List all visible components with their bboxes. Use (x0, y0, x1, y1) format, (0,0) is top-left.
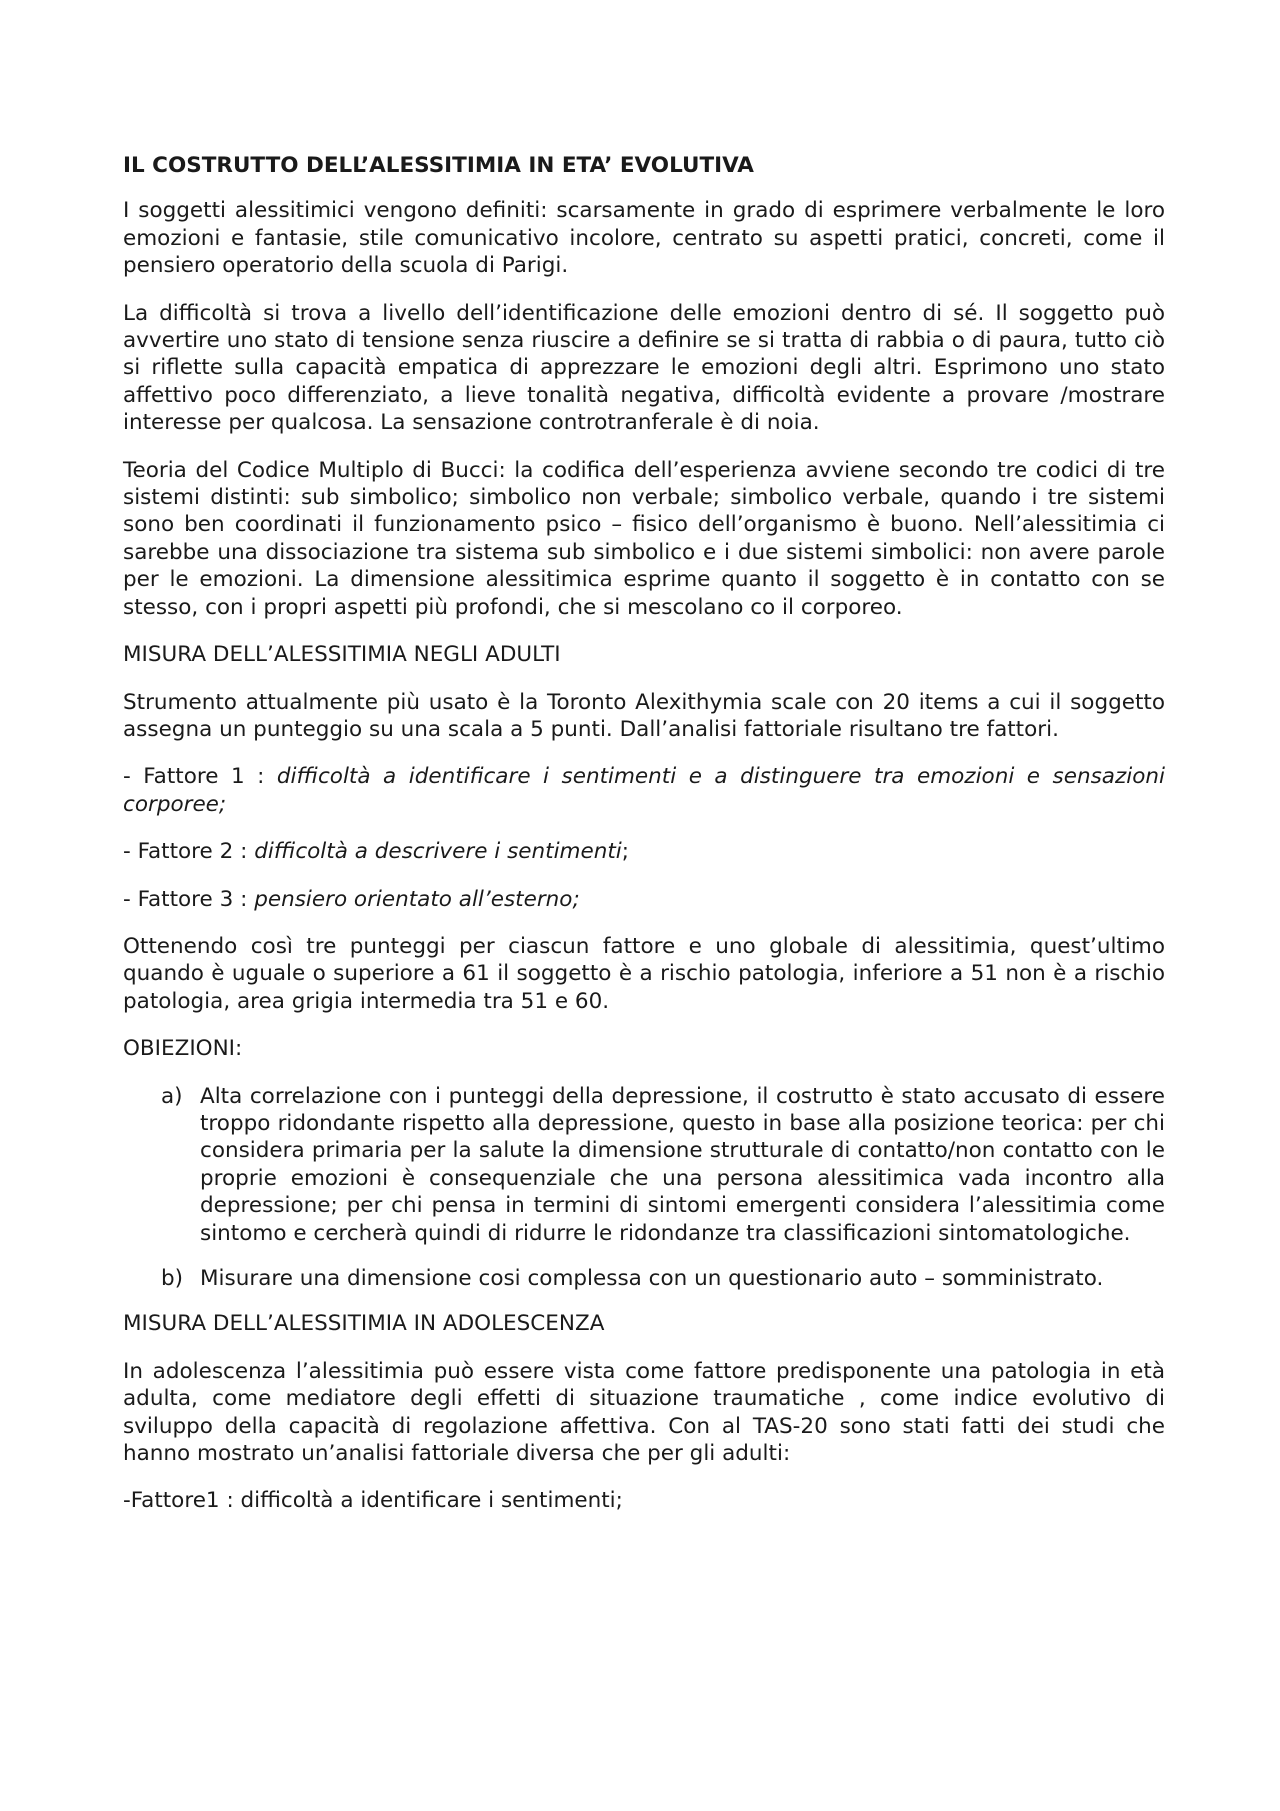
factor-1-description: difficoltà a identificare i sentimenti e a distinguere tra emozioni e sensazioni corporee; (123, 764, 1165, 817)
objection-text-b: Misurare una dimensione cosi complessa con un questionario auto – somministrato. (200, 1266, 1104, 1291)
factor-3-description: pensiero orientato all’esterno; (254, 886, 580, 912)
objection-item-b (123, 1265, 1165, 1292)
factor-2-suffix: ; (621, 839, 629, 865)
section-heading-adults: MISURA DELL’ALESSITIMIA NEGLI ADULTI (123, 642, 561, 668)
paragraph-bucci-theory: Teoria del Codice Multiplo di Bucci: la codifica dell’esperienza avviene secondo tre codici di tre sistemi distinti: sub simbolico; simbolico non verbale; simbolico verbale, quando i tre sistemi sono ben coordinati il funzionamento psico – fisico dell’organismo è buono. Nell’alessitimia ci sarebbe una dissociazione tra sistema sub simbolico e i due sistemi simbolici: non avere parole per le emozioni. La dimensione alessitimica esprime quanto il soggetto è in contatto con se stesso, con i propri aspetti più profondi, che si mescolano co il corporeo. (123, 457, 1165, 620)
paragraph-adolescence: In adolescenza l’alessitimia può essere vista come fattore predisponente una patologia in età adulta, come mediatore degli effetti di situazione traumatiche , come indice evolutivo di sviluppo della capacità di regolazione affettiva. Con al TAS-20 sono stati fatti dei studi che hanno mostrato un’analisi fattoriale diversa che per gli adulti: (123, 1358, 1165, 1467)
factor-3-label: - Fattore 3 : (123, 886, 255, 912)
factor-2 (123, 838, 1165, 865)
objection-text-a: Alta correlazione con i punteggi della depressione, il costrutto è stato accusato di essere troppo ridondante rispetto alla depressione, questo in base alla posizione teorica: per chi considera primaria per la salute la dimensione strutturale di contatto/non contatto con le proprie emozioni è consequenziale che una persona alessitimica vada incontro alla depressione; per chi pensa in termini di sintomi emergenti considera l’alessitimia come sintomo e cercherà quindi di ridurre le ridondanze tra classificazioni sintomatologiche. (200, 1083, 1165, 1246)
section-heading-objections: OBIEZIONI: (123, 1036, 243, 1062)
paragraph-difficulty: La difficoltà si trova a livello dell’identificazione delle emozioni dentro di sé. Il soggetto può avvertire uno stato di tensione senza riuscire a definire se si tratta di rabbia o di paura, tutto ciò si riflette sulla capacità empatica di apprezzare le emozioni degli altri. Esprimono uno stato affettivo poco differenziato, a lieve tonalità negativa, difficoltà evidente a provare /mostrare interesse per qualcosa. La sensazione controtranferale è di noia. (123, 300, 1165, 436)
section-heading-adolescence: MISURA DELL’ALESSITIMIA IN ADOLESCENZA (123, 1311, 605, 1337)
objection-item-a (123, 1083, 1165, 1247)
factor-2-label: - Fattore 2 : (123, 839, 255, 865)
objection-marker-a: a) (161, 1083, 183, 1109)
document-page (123, 152, 1165, 1535)
adolescence-factor-1: -Fattore1 : difficoltà a identificare i sentimenti; (123, 1488, 623, 1514)
paragraph-scoring: Ottenendo così tre punteggi per ciascun fattore e uno globale di alessitimia, quest’ultimo quando è uguale o superiore a 61 il soggetto è a rischio patologia, inferiore a 51 non è a rischio patologia, area grigia intermedia tra 51 e 60. (123, 933, 1165, 1014)
factor-1 (123, 763, 1165, 818)
paragraph-toronto-scale: Strumento attualmente più usato è la Toronto Alexithymia scale con 20 items a cui il soggetto assegna un punteggio su una scala a 5 punti. Dall’analisi fattoriale risultano tre fattori. (123, 689, 1165, 742)
factor-2-description: difficoltà a descrivere i sentimenti (254, 839, 622, 865)
factor-1-label: - Fattore 1 : (123, 764, 277, 790)
document-title: IL COSTRUTTO DELL’ALESSITIMIA IN ETA’ EVOLUTIVA (123, 153, 754, 178)
objection-marker-b: b) (161, 1266, 184, 1291)
factor-3 (123, 886, 1165, 913)
paragraph-definition: I soggetti alessitimici vengono definiti: scarsamente in grado di esprimere verbalmente le loro emozioni e fantasie, stile comunicativo incolore, centrato su aspetti pratici, concreti, come il pensiero operatorio della scuola di Parigi. (123, 198, 1165, 279)
objections-list (123, 1083, 1165, 1293)
